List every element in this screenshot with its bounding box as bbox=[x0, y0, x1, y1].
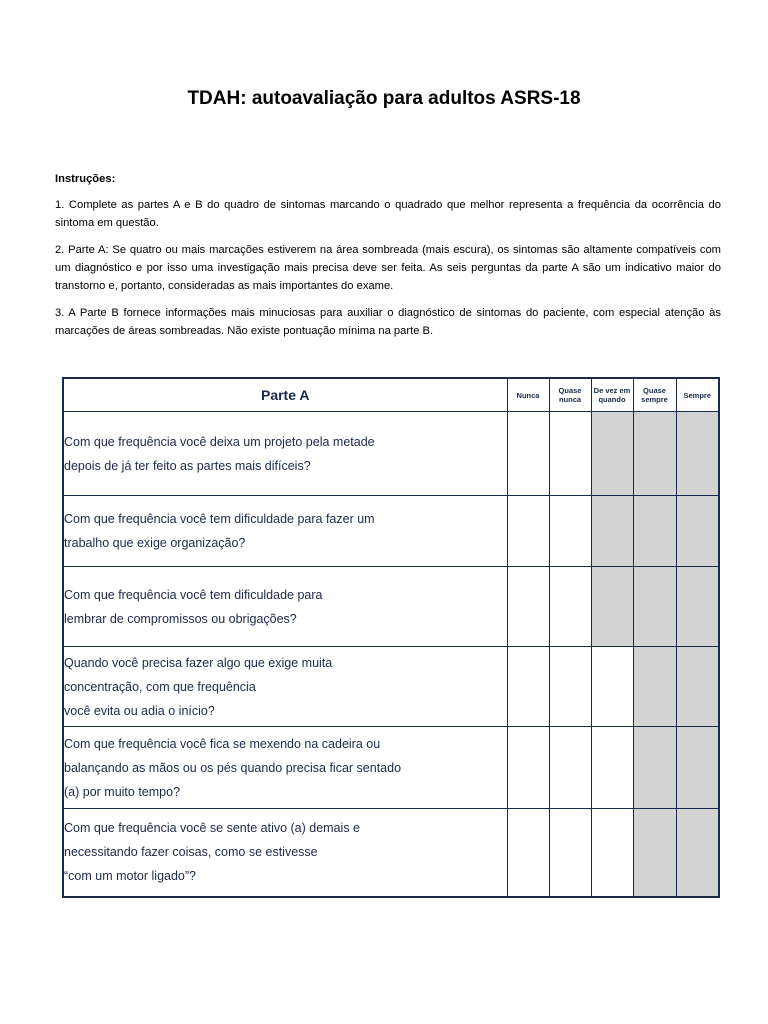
column-header-sempre: Sempre bbox=[676, 378, 719, 412]
table-header-row bbox=[63, 378, 719, 412]
question-line: Quando você precisa fazer algo que exige muita bbox=[64, 655, 333, 670]
question-line: Com que frequência você tem dificuldade para bbox=[64, 587, 323, 602]
question-text bbox=[63, 647, 507, 727]
question-row bbox=[63, 809, 719, 897]
answer-checkbox[interactable] bbox=[591, 412, 633, 496]
instructions-heading: Instruções: bbox=[55, 173, 116, 185]
answer-checkbox[interactable] bbox=[549, 412, 591, 496]
answer-checkbox[interactable] bbox=[591, 727, 633, 809]
question-row bbox=[63, 496, 719, 567]
column-header-nunca: Nunca bbox=[507, 378, 549, 412]
answer-checkbox[interactable] bbox=[549, 496, 591, 567]
answer-checkbox[interactable] bbox=[549, 567, 591, 647]
answer-checkbox[interactable] bbox=[591, 809, 633, 897]
answer-checkbox[interactable] bbox=[549, 727, 591, 809]
question-text bbox=[63, 412, 507, 496]
symptom-table bbox=[62, 377, 720, 898]
answer-checkbox[interactable] bbox=[676, 496, 719, 567]
question-line: você evita ou adia o início? bbox=[64, 703, 215, 718]
page-title: TDAH: autoavaliação para adultos ASRS-18 bbox=[187, 88, 581, 109]
answer-checkbox[interactable] bbox=[507, 412, 549, 496]
instruction-item: 3. A Parte B fornece informações mais minuciosas para auxiliar o diagnóstico de sintomas do paciente, com especial atenção às marcações de áreas sombreadas. Não existe pontuação mínima na parte B. bbox=[55, 307, 721, 337]
answer-checkbox[interactable] bbox=[633, 727, 676, 809]
instruction-item: 2. Parte A: Se quatro ou mais marcações estiverem na área sombreada (mais escura), os sintomas são altamente compatíveis com um diagnóstico e por isso uma investigação mais precisa deve ser feita. As seis perguntas da parte A são um indicativo maior do transtorno e, portanto, consideradas as mais importantes do exame. bbox=[55, 244, 721, 292]
question-line: lembrar de compromissos ou obrigações? bbox=[64, 611, 297, 626]
question-line: depois de já ter feito as partes mais difíceis? bbox=[64, 458, 311, 473]
answer-checkbox[interactable] bbox=[591, 496, 633, 567]
answer-checkbox[interactable] bbox=[633, 496, 676, 567]
answer-checkbox[interactable] bbox=[549, 647, 591, 727]
answer-checkbox[interactable] bbox=[507, 647, 549, 727]
answer-checkbox[interactable] bbox=[676, 647, 719, 727]
answer-checkbox[interactable] bbox=[507, 567, 549, 647]
answer-checkbox[interactable] bbox=[507, 496, 549, 567]
answer-checkbox[interactable] bbox=[633, 809, 676, 897]
answer-checkbox[interactable] bbox=[633, 412, 676, 496]
answer-checkbox[interactable] bbox=[676, 809, 719, 897]
question-line: Com que frequência você deixa um projeto pela metade bbox=[64, 434, 375, 449]
question-line: Com que frequência você tem dificuldade para fazer um bbox=[64, 512, 375, 526]
question-line: concentração, com que frequência bbox=[64, 679, 256, 694]
column-header-quase-nunca: Quase nunca bbox=[549, 378, 591, 412]
question-line: (a) por muito tempo? bbox=[64, 784, 181, 799]
question-line: “com um motor ligado”? bbox=[64, 869, 196, 884]
answer-checkbox[interactable] bbox=[676, 412, 719, 496]
answer-checkbox[interactable] bbox=[549, 809, 591, 897]
question-text bbox=[63, 496, 507, 567]
answer-checkbox[interactable] bbox=[591, 567, 633, 647]
answer-checkbox[interactable] bbox=[676, 727, 719, 809]
question-text bbox=[63, 727, 507, 809]
question-row bbox=[63, 647, 719, 727]
answer-checkbox[interactable] bbox=[507, 809, 549, 897]
question-line: Com que frequência você se sente ativo (a) demais e bbox=[64, 821, 360, 836]
answer-checkbox[interactable] bbox=[633, 567, 676, 647]
question-row bbox=[63, 727, 719, 809]
instruction-item: 1. Complete as partes A e B do quadro de sintomas marcando o quadrado que melhor representa a frequência da ocorrência do sintoma em questão. bbox=[55, 199, 721, 229]
part-label: Parte A bbox=[63, 378, 507, 412]
answer-checkbox[interactable] bbox=[507, 727, 549, 809]
question-line: trabalho que exige organização? bbox=[64, 536, 246, 550]
question-line: Com que frequência você fica se mexendo na cadeira ou bbox=[64, 736, 381, 751]
answer-checkbox[interactable] bbox=[676, 567, 719, 647]
question-row bbox=[63, 412, 719, 496]
question-line: necessitando fazer coisas, como se estivesse bbox=[64, 845, 318, 860]
question-line: balançando as mãos ou os pés quando precisa ficar sentado bbox=[64, 760, 402, 775]
answer-checkbox[interactable] bbox=[633, 647, 676, 727]
column-header-de-vez-em-quando: De vez em quando bbox=[591, 378, 633, 412]
question-text bbox=[63, 809, 507, 897]
question-row bbox=[63, 567, 719, 647]
question-text bbox=[63, 567, 507, 647]
answer-checkbox[interactable] bbox=[591, 647, 633, 727]
column-header-quase-sempre: Quase sempre bbox=[633, 378, 676, 412]
